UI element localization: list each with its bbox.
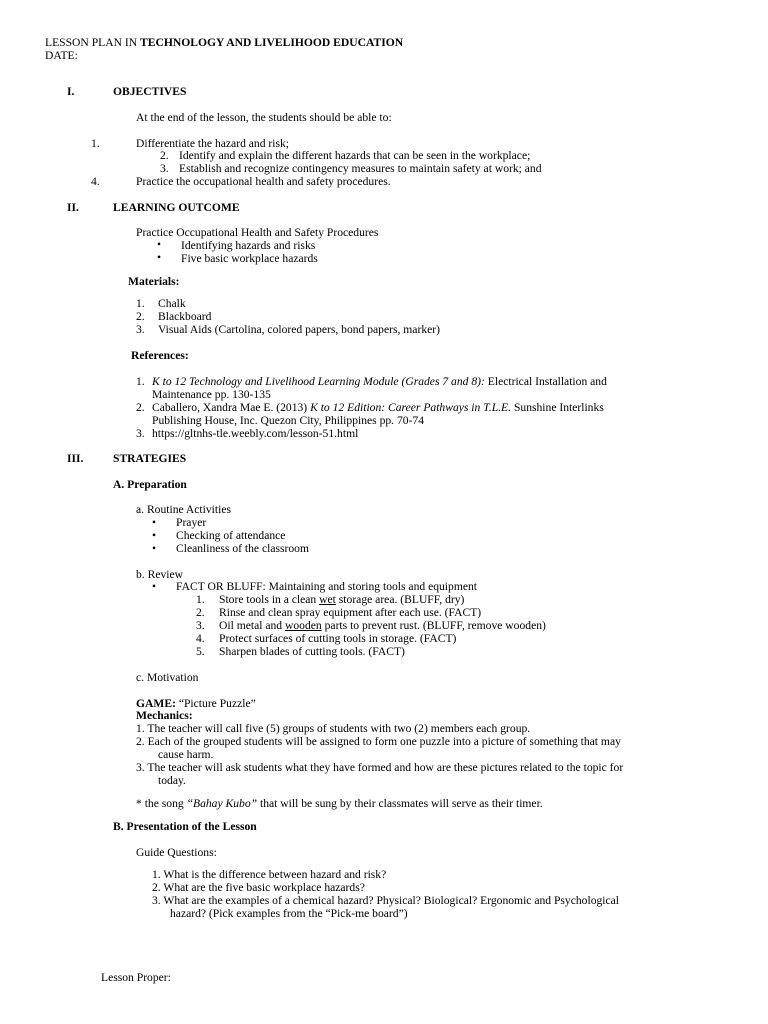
- motivation-label: c. Motivation: [136, 671, 199, 684]
- reference-title: K to 12 Edition: Career Pathways in T.L.E.: [310, 401, 512, 414]
- material-item: Chalk: [158, 297, 186, 310]
- materials-heading: Materials:: [128, 275, 180, 288]
- game-name: “Picture Puzzle”: [175, 697, 256, 710]
- bullet-icon: •: [152, 542, 157, 555]
- list-number: 2.: [160, 149, 169, 162]
- review-item: [219, 593, 464, 606]
- document-title: [45, 36, 403, 49]
- bullet-item: Identifying hazards and risks: [181, 239, 316, 252]
- review-underlined: wooden: [285, 619, 322, 632]
- bullet-icon: •: [152, 529, 157, 542]
- list-number: 5.: [196, 645, 205, 658]
- subsection-heading-preparation: A. Preparation: [113, 478, 187, 491]
- list-number: 1.: [136, 375, 145, 388]
- review-text: parts to prevent rust. (BLUFF, remove wooden): [321, 619, 546, 632]
- list-number: 2.: [136, 310, 145, 323]
- list-number: 1.: [196, 593, 205, 606]
- subsection-heading-presentation: B. Presentation of the Lesson: [113, 820, 257, 833]
- reference-item-cont: Publishing House, Inc. Quezon City, Philippines pp. 70-74: [152, 414, 425, 427]
- review-text: Oil metal and: [219, 619, 286, 632]
- review-item: Rinse and clean spray equipment after each use. (FACT): [219, 606, 482, 619]
- note-text: * the song: [136, 797, 187, 810]
- references-heading: References:: [131, 349, 189, 362]
- bullet-icon: •: [152, 516, 157, 529]
- objective-item: Establish and recognize contingency measures to maintain safety at work; and: [179, 162, 542, 175]
- mechanics-label: Mechanics:: [136, 709, 193, 722]
- list-number: 2.: [196, 606, 205, 619]
- material-item: Blackboard: [158, 310, 212, 323]
- bullet-item: Checking of attendance: [176, 529, 286, 542]
- reference-item: [152, 401, 604, 414]
- guide-question: 2. What are the five basic workplace hazards?: [152, 881, 365, 894]
- game-label: GAME:: [136, 697, 176, 710]
- guide-questions-label: Guide Questions:: [136, 846, 217, 859]
- bullet-item: Cleanliness of the classroom: [176, 542, 309, 555]
- mechanics-item: 1. The teacher will call five (5) groups of students with two (2) members each group.: [136, 722, 531, 735]
- review-text: Store tools in a clean: [219, 593, 320, 606]
- objective-item: Differentiate the hazard and risk;: [136, 137, 290, 150]
- review-item: [219, 619, 546, 632]
- objective-item: Practice the occupational health and safety procedures.: [136, 175, 391, 188]
- title-subject: TECHNOLOGY AND LIVELIHOOD EDUCATION: [140, 36, 404, 49]
- review-item: Protect surfaces of cutting tools in storage. (FACT): [219, 632, 457, 645]
- mechanics-item: 2. Each of the grouped students will be assigned to form one puzzle into a picture of something that may: [136, 735, 621, 748]
- list-number: 1.: [91, 137, 100, 150]
- mechanics-item-cont: today.: [158, 774, 186, 787]
- date-label: DATE:: [45, 49, 78, 62]
- reference-link[interactable]: https://gltnhs-tle.weebly.com/lesson-51.html: [152, 427, 359, 440]
- review-label: b. Review: [136, 568, 184, 581]
- title-prefix: LESSON PLAN IN: [45, 36, 141, 49]
- list-number: 3.: [160, 162, 169, 175]
- guide-question: 1. What is the difference between hazard and risk?: [152, 868, 387, 881]
- guide-question-cont: hazard? (Pick examples from the “Pick-me board”): [170, 907, 408, 920]
- section-heading-learning-outcome: LEARNING OUTCOME: [113, 201, 240, 214]
- bullet-icon: •: [157, 251, 162, 264]
- timer-note: [136, 797, 543, 810]
- material-item: Visual Aids (Cartolina, colored papers, bond papers, marker): [158, 323, 440, 336]
- routine-label: a. Routine Activities: [136, 503, 231, 516]
- list-number: 4.: [91, 175, 100, 188]
- review-underlined: wet: [319, 593, 336, 606]
- list-number: 3.: [136, 323, 145, 336]
- reference-author: Caballero, Xandra Mae E. (2013): [152, 401, 311, 414]
- section-heading-strategies: STRATEGIES: [113, 452, 187, 465]
- note-text: that will be sung by their classmates will serve as their timer.: [257, 797, 543, 810]
- reference-item-cont: Maintenance pp. 130-135: [152, 388, 271, 401]
- list-number: 3.: [196, 619, 205, 632]
- review-item: Sharpen blades of cutting tools. (FACT): [219, 645, 405, 658]
- bullet-icon: •: [152, 580, 157, 593]
- learning-outcome-intro: Practice Occupational Health and Safety Procedures: [136, 226, 379, 239]
- reference-text: Sunshine Interlinks: [511, 401, 604, 414]
- section-numeral: II.: [67, 201, 79, 214]
- section-numeral: III.: [67, 452, 84, 465]
- review-text: storage area. (BLUFF, dry): [335, 593, 465, 606]
- lesson-proper-label: Lesson Proper:: [101, 971, 171, 984]
- section-heading-objectives: OBJECTIVES: [113, 85, 187, 98]
- reference-title: K to 12 Technology and Livelihood Learning Module (Grades 7 and 8):: [152, 375, 485, 388]
- bullet-item: Prayer: [176, 516, 207, 529]
- list-number: 1.: [136, 297, 145, 310]
- section-numeral: I.: [67, 85, 75, 98]
- list-number: 3.: [136, 427, 145, 440]
- mechanics-item: 3. The teacher will ask students what they have formed and how are these pictures related to the topic for: [136, 761, 624, 774]
- bullet-item: Five basic workplace hazards: [181, 252, 318, 265]
- objectives-intro: At the end of the lesson, the students should be able to:: [136, 111, 392, 124]
- guide-question: 3. What are the examples of a chemical hazard? Physical? Biological? Ergonomic and Psychological: [152, 894, 620, 907]
- list-number: 2.: [136, 401, 145, 414]
- mechanics-item-cont: cause harm.: [158, 748, 214, 761]
- bullet-icon: •: [157, 238, 162, 251]
- reference-text: Electrical Installation and: [484, 375, 607, 388]
- song-title: “Bahay Kubo”: [186, 797, 258, 810]
- reference-item: [152, 375, 607, 388]
- list-number: 4.: [196, 632, 205, 645]
- objective-item: Identify and explain the different hazards that can be seen in the workplace;: [179, 149, 531, 162]
- review-intro: FACT OR BLUFF: Maintaining and storing tools and equipment: [176, 580, 478, 593]
